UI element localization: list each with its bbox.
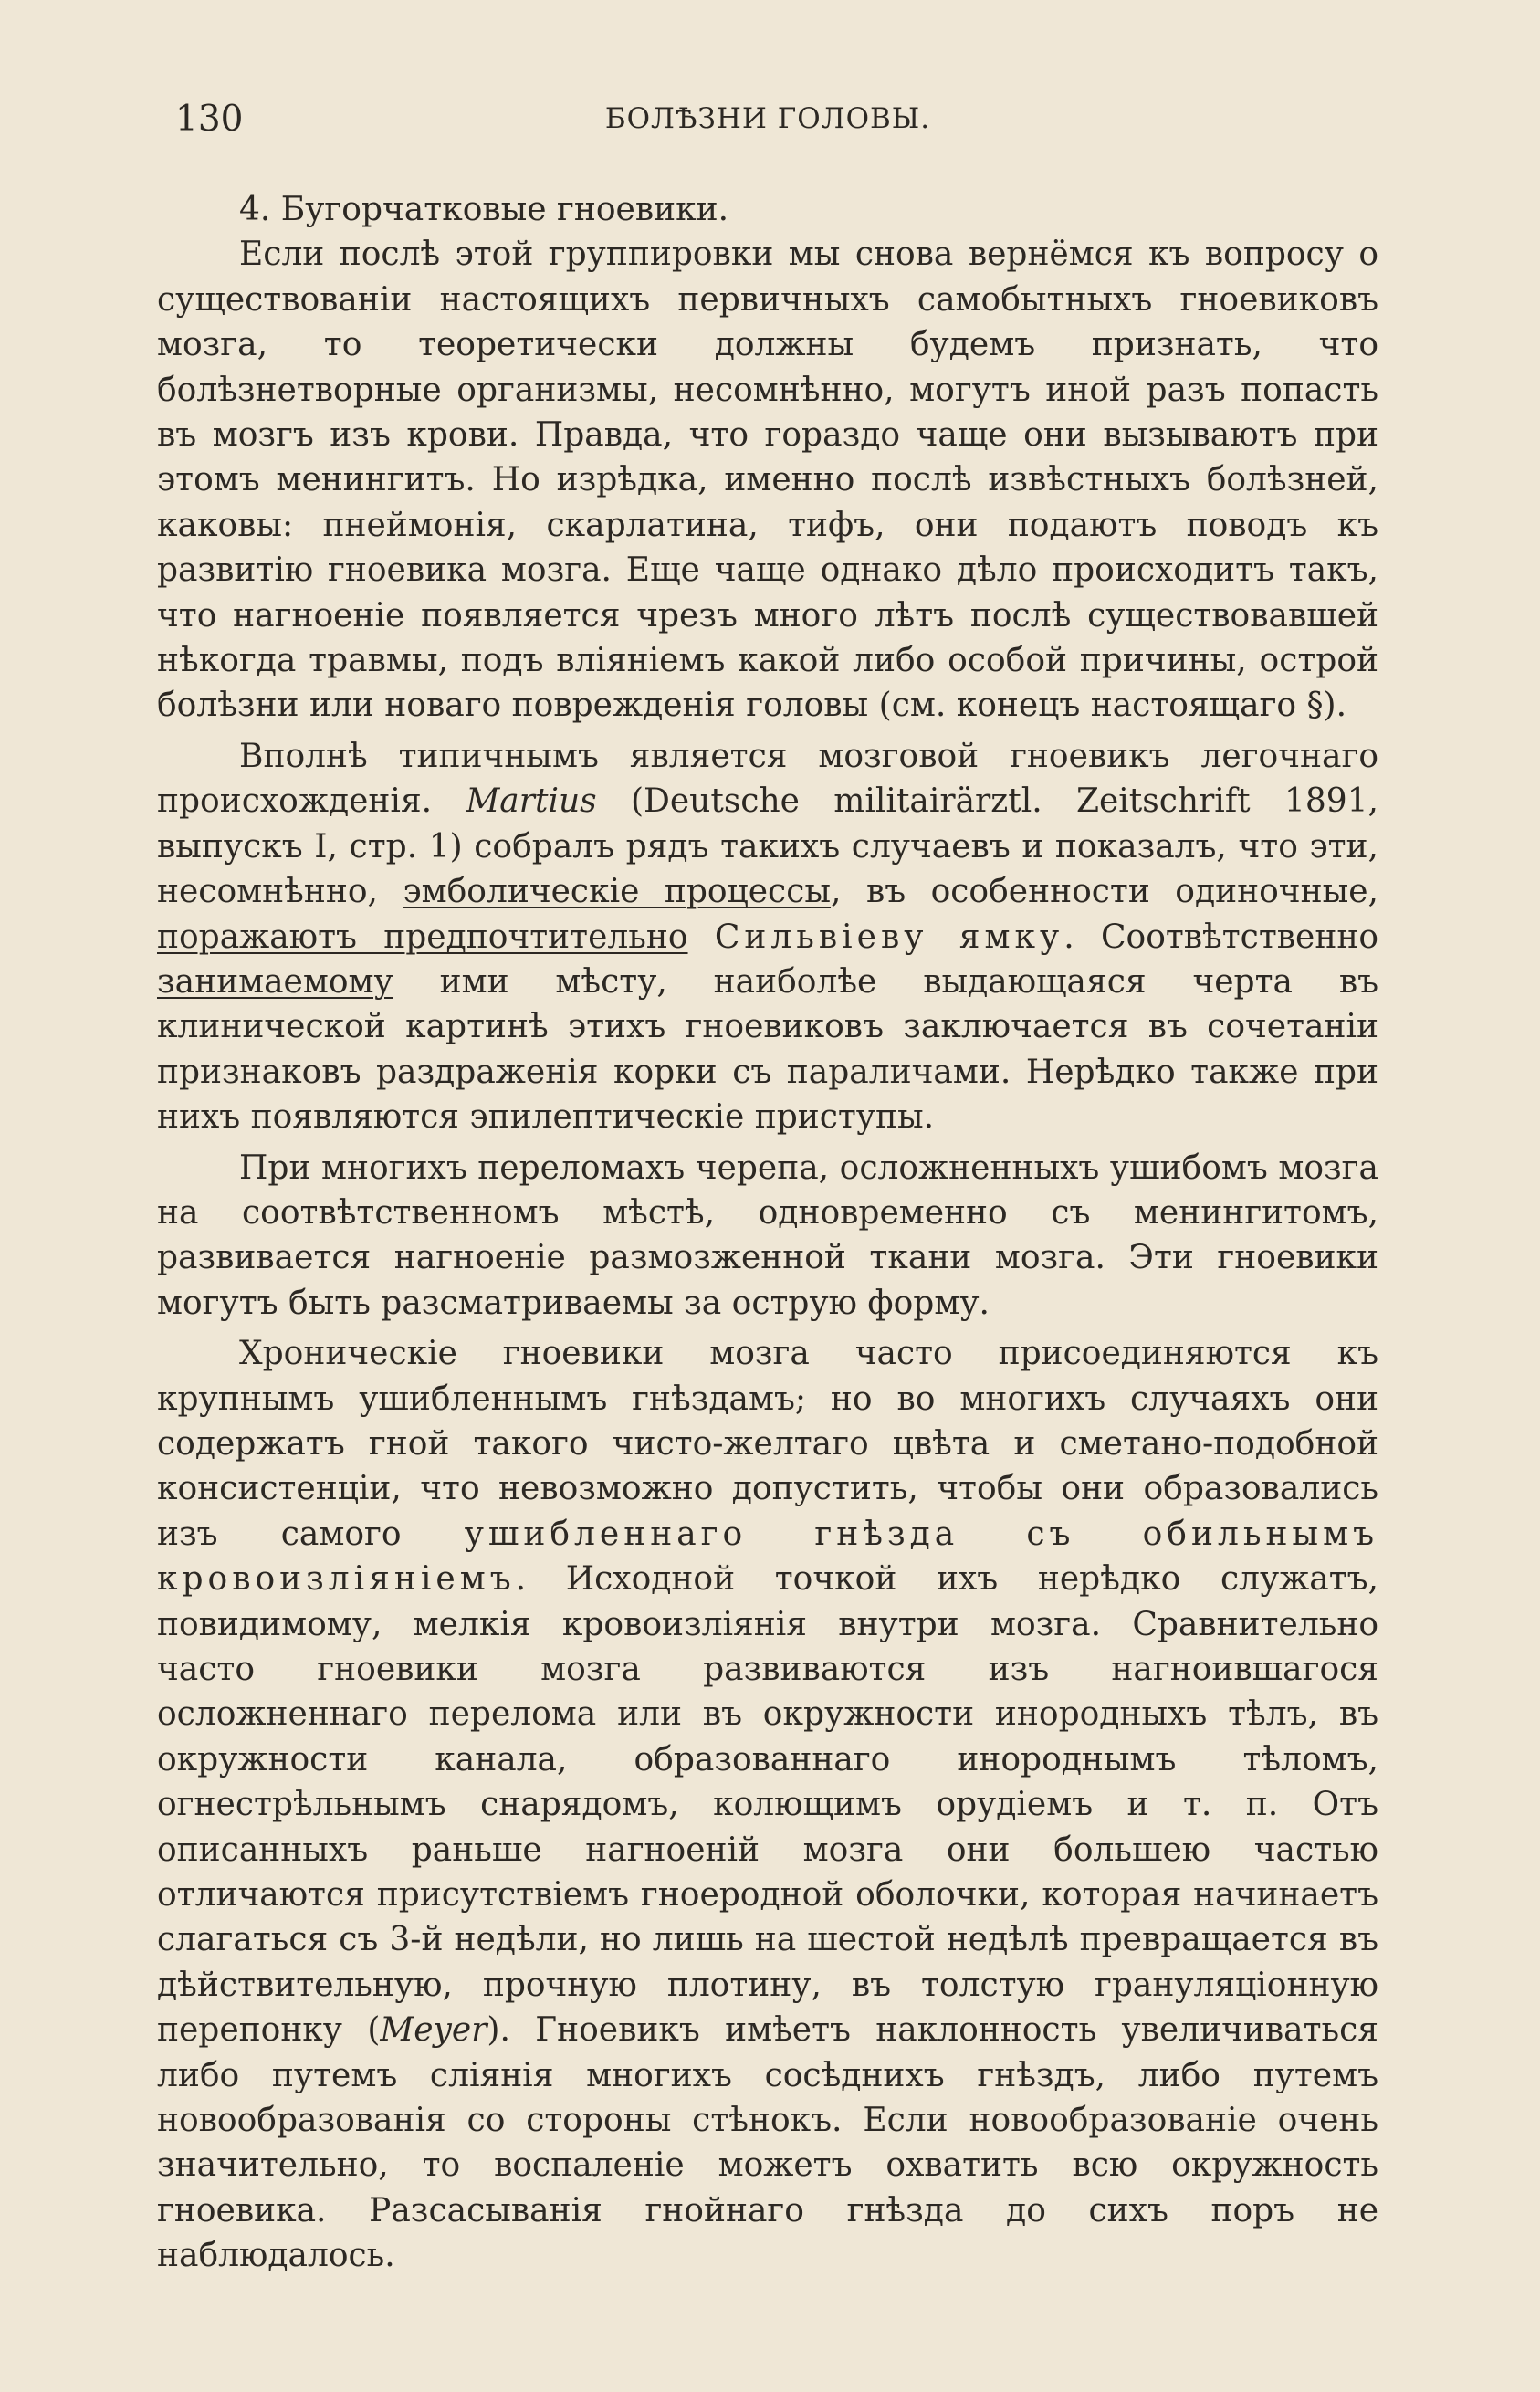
p4-text-b: . Исходной точкой ихъ нерѣдко служатъ, повидимому, мелкія кровоизліянія внутри мозга. Сравнительно часто гноевики мозга развиваются изъ нагноившагося осложненнаго перелома или въ окружности инородныхъ тѣлъ, въ окружности канала, образованнаго инороднымъ тѣломъ, огнестрѣльнымъ снарядомъ, колющимъ орудіемъ и т. п. Отъ описанныхъ раньше нагноеній мозга они большею частью отличаются присутствіемъ гноеродной оболочки, которая начинаетъ слагаться съ 3-й недѣли, но лишь на шестой недѣлѣ превращается въ дѣйствительную, прочную плотину, въ толстую грануляціонную перепонку ( (157, 1560, 1378, 2050)
running-title: БОЛѢЗНИ ГОЛОВЫ. (604, 102, 931, 135)
paragraph-4 (157, 1331, 1378, 2279)
underlined-occupied: занимаемому (157, 962, 393, 1001)
section-heading: 4. Бугорчатковые гноевики. (239, 191, 729, 228)
page-body (157, 187, 1378, 2279)
p2-text-a: Вполнѣ типичнымъ является мозговой гноевикъ легочнаго происхожденія. (157, 737, 1378, 821)
paragraph-2 (157, 734, 1378, 1140)
spaced-sylvian-fossa: Сильвіеву ямку (714, 918, 1064, 956)
author-meyer: Meyer (380, 2011, 487, 2050)
page-number: 130 (175, 99, 244, 140)
p2-text-c: , въ особенности одиночные, (831, 873, 1378, 911)
p2-text-d: . Соотвѣтственно (1063, 918, 1378, 956)
p4-text-a: Хроническіе гноевики мозга часто присоединяются къ крупнымъ ушибленнымъ гнѣздамъ; но во многихъ случаяхъ они содержатъ гной такого чисто-желтаго цвѣта и сметано-подобной консистенціи, что невозможно допустить, чтобы они образовались изъ самого (157, 1335, 1378, 1553)
spaced-contusion-focus: ушибленнаго гнѣзда съ обильнымъ кровоизліяніемъ (157, 1515, 1378, 1599)
paragraph-3: При многихъ переломахъ черепа, осложненныхъ ушибомъ мозга на соотвѣтственномъ мѣстѣ, одновременно съ менингитомъ, развивается нагноеніе размозженной ткани мозга. Эти гноевики могутъ быть разсматриваемы за острую форму. (157, 1149, 1378, 1322)
underlined-embolic-processes: эмболическіе процессы (403, 873, 832, 911)
p2-text-b: (Deutsche militairärztl. Zeitschrift 1891, выпускъ I, стр. 1) собралъ рядъ такихъ случаевъ и показалъ, что эти, несомнѣнно, (157, 782, 1378, 911)
page-header (157, 99, 1378, 153)
underlined-affect-preferentially: поражаютъ предпочтительно (157, 918, 688, 956)
author-martius: Martius (466, 782, 597, 821)
paragraph-1: Если послѣ этой группировки мы снова вернёмся къ вопросу о существованіи настоящихъ первичныхъ самобытныхъ гноевиковъ мозга, то теоретически должны будемъ признать, что болѣзнетворные организмы, несомнѣнно, могутъ иной разъ попасть въ мозгъ изъ крови. Правда, что гораздо чаще они вызываютъ при этомъ менингитъ. Но изрѣдка, именно послѣ извѣстныхъ болѣзней, каковы: пнеймонія, скарлатина, тифъ, они подаютъ поводъ къ развитію гноевика мозга. Еще чаще однако дѣло происходитъ такъ, что нагноеніе появляется чрезъ много лѣтъ послѣ существовавшей нѣкогда травмы, подъ вліяніемъ какой либо особой причины, острой болѣзни или новаго поврежденія головы (см. конецъ настоящаго §). (157, 236, 1378, 725)
p4-text-c: ). Гноевикъ имѣетъ наклонность увеличиваться либо путемъ сліянія многихъ сосѣднихъ гнѣздъ, либо путемъ новообразованія со стороны стѣнокъ. Если новообразованіе очень значительно, то воспаленіе можетъ охватить всю окружность гноевика. Разсасыванія гнойнаго гнѣзда до сихъ поръ не наблюдалось. (157, 2011, 1378, 2275)
p2-text-e: ими мѣсту, наиболѣе выдающаяся черта въ клинической картинѣ этихъ гноевиковъ заключается въ сочетаніи признаковъ раздраженія корки съ параличами. Нерѣдко также при нихъ появляются эпилептическіе приступы. (157, 962, 1378, 1137)
